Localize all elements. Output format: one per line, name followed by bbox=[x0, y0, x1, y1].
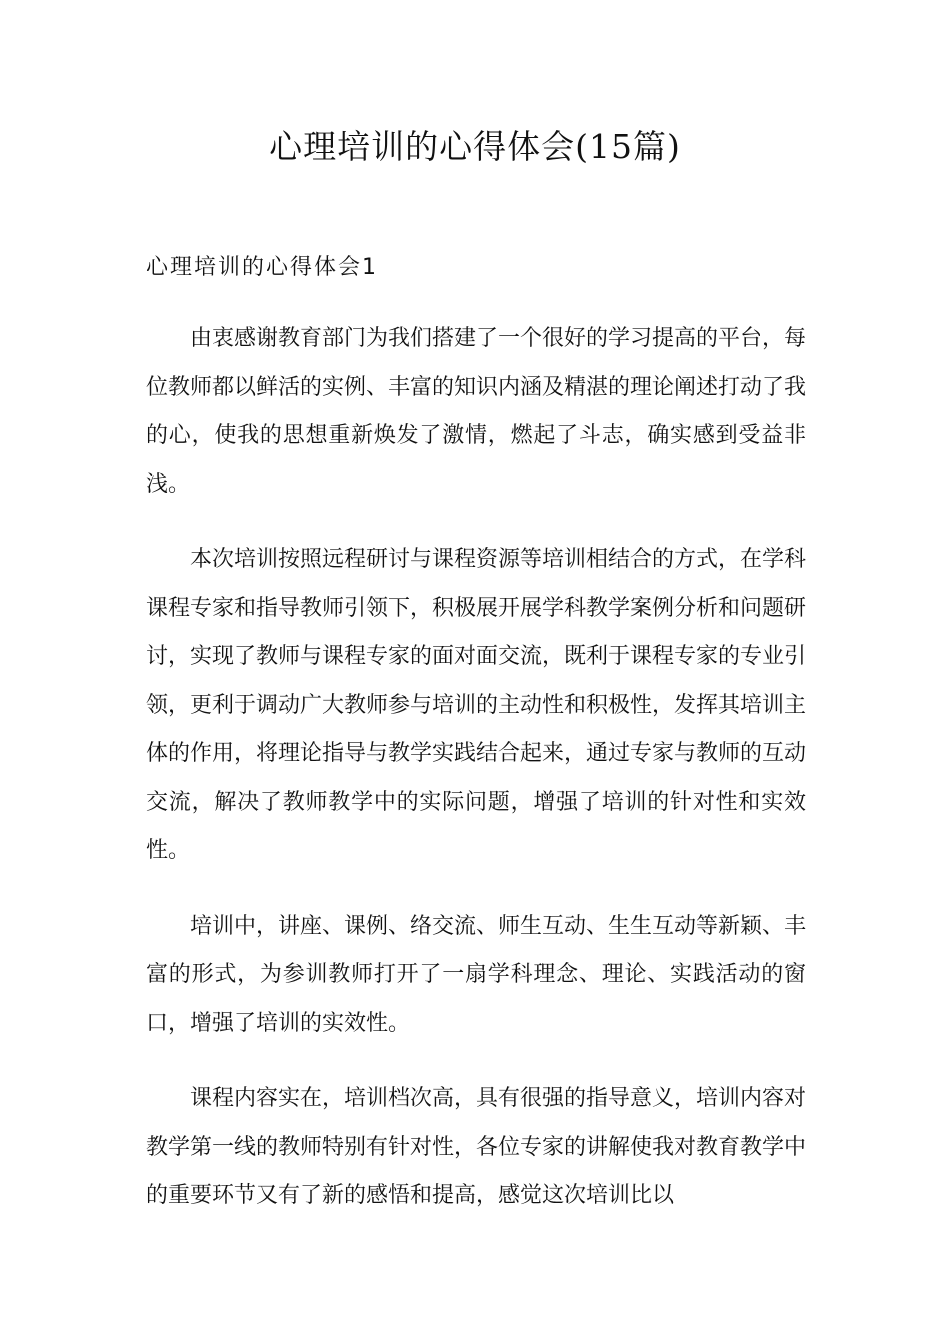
paragraph-4: 课程内容实在，培训档次高，具有很强的指导意义，培训内容对教学第一线的教师特别有针对性，各位专家的讲解使我对教育教学中的重要环节又有了新的感悟和提高，感觉这次培训比以 bbox=[146, 1086, 807, 1208]
paragraph-2: 本次培训按照远程研讨与课程资源等培训相结合的方式，在学科课程专家和指导教师引领下，积极展开展学科教学案例分析和问题研讨，实现了教师与课程专家的面对面交流，既利于课程专家的专业引领，更利于调动广大教师参与培训的主动性和积极性，发挥其培训主体的作用，将理论指导与教学实践结合起来，通过专家与教师的互动交流，解决了教师教学中的实际问题，增强了培训的针对性和实效性。 bbox=[146, 547, 807, 863]
document-title: 心理培训的心得体会(15篇) bbox=[269, 127, 681, 166]
paragraph-1: 由衷感谢教育部门为我们搭建了一个很好的学习提高的平台，每位教师都以鲜活的实例、丰富的知识内涵及精湛的理论阐述打动了我的心，使我的思想重新焕发了激情，燃起了斗志，确实感到受益非浅。 bbox=[146, 326, 807, 497]
paragraph-3: 培训中，讲座、课例、络交流、师生互动、生生互动等新颖、丰富的形式，为参训教师打开了一扇学科理念、理论、实践活动的窗口，增强了培训的实效性。 bbox=[146, 913, 807, 1036]
document-body bbox=[146, 315, 806, 1248]
section-heading: 心理培训的心得体会1 bbox=[146, 255, 378, 280]
